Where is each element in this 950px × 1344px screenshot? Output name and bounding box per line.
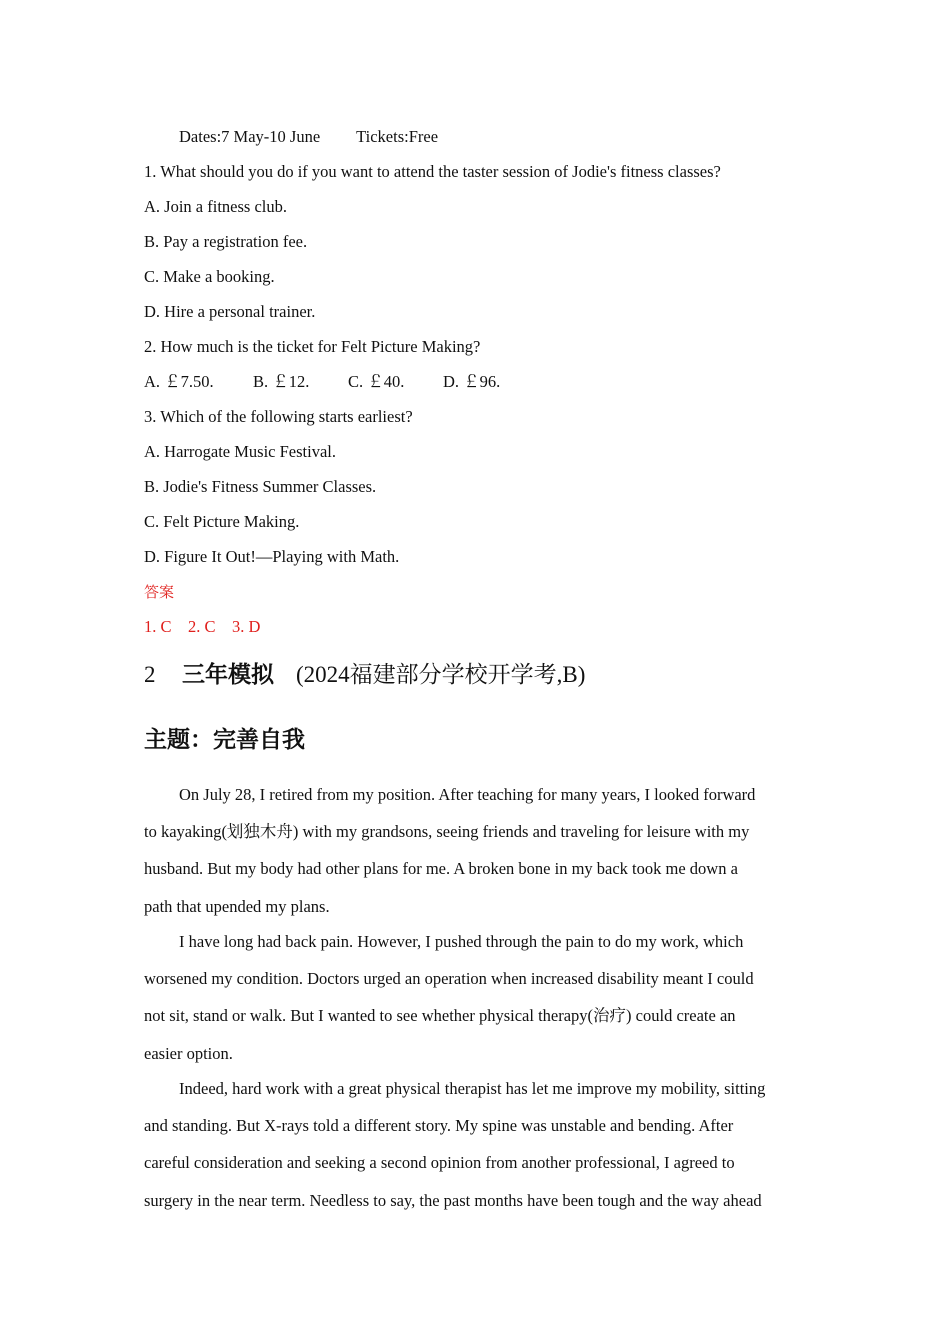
paragraph-line: path that upended my plans. xyxy=(144,896,330,916)
question-3-option-d: D. Figure It Out!—Playing with Math. xyxy=(144,547,400,566)
paragraph-line: On July 28, I retired from my position. After teaching for many years, I looked forward xyxy=(179,785,756,804)
paragraph-line: I have long had back pain. However, I pushed through the pain to do my work, which xyxy=(179,932,744,951)
passage-paragraph-2 xyxy=(144,923,812,1072)
passage-paragraph-3 xyxy=(144,1070,812,1219)
question-2-options xyxy=(144,371,500,393)
paragraph-line: and standing. But X-rays told a different story. My spine was unstable and bending. After xyxy=(144,1116,734,1136)
question-2-option-a: A. ￡7.50. xyxy=(144,372,214,391)
section-title: 三年模拟 xyxy=(182,662,274,688)
passage-paragraph-1 xyxy=(144,776,812,925)
paragraph-line: to kayaking(划独木舟) with my grandsons, seeing friends and traveling for leisure with my xyxy=(144,822,750,842)
question-2-stem: 2. How much is the ticket for Felt Picture Making? xyxy=(144,337,481,356)
question-1-option-d: D. Hire a personal trainer. xyxy=(144,302,316,321)
question-1-stem: 1. What should you do if you want to attend the taster session of Jodie's fitness classes? xyxy=(144,162,721,181)
event-tickets: Tickets:Free xyxy=(356,127,439,146)
paragraph-line: not sit, stand or walk. But I wanted to see whether physical therapy(治疗) could create an xyxy=(144,1006,736,1026)
paragraph-line: husband. But my body had other plans for me. A broken bone in my back took me down a xyxy=(144,859,738,879)
paragraph-line: easier option. xyxy=(144,1043,233,1063)
question-3-stem: 3. Which of the following starts earliest? xyxy=(144,407,413,426)
paragraph-line: careful consideration and seeking a second opinion from another professional, I agreed to xyxy=(144,1153,735,1173)
question-2-option-d: D. ￡96. xyxy=(443,372,501,391)
question-3-option-a: A. Harrogate Music Festival. xyxy=(144,442,336,461)
question-3-option-c: C. Felt Picture Making. xyxy=(144,512,300,531)
question-2-option-c: C. ￡40. xyxy=(348,372,405,391)
answer-text: 1. C 2. C 3. D xyxy=(144,617,261,636)
section-heading xyxy=(144,660,585,690)
question-1-option-a: A. Join a fitness club. xyxy=(144,197,287,216)
paragraph-line: Indeed, hard work with a great physical therapist has let me improve my mobility, sitting xyxy=(179,1079,766,1098)
question-1-option-b: B. Pay a registration fee. xyxy=(144,232,308,251)
question-2-option-b: B. ￡12. xyxy=(253,372,310,391)
question-1-option-c: C. Make a booking. xyxy=(144,267,275,286)
answer-heading: 答案 xyxy=(144,583,175,601)
topic-heading: 主题：完善自我 xyxy=(144,727,305,753)
question-3-option-b: B. Jodie's Fitness Summer Classes. xyxy=(144,477,377,496)
event-info-line xyxy=(144,126,438,148)
event-dates: Dates:7 May-10 June xyxy=(179,127,321,146)
paragraph-line: worsened my condition. Doctors urged an operation when increased disability meant I could xyxy=(144,969,754,989)
section-number: 2 xyxy=(144,662,156,687)
paragraph-line: surgery in the near term. Needless to say, the past months have been tough and the way ahead xyxy=(144,1190,762,1210)
section-source: (2024福建部分学校开学考,B) xyxy=(296,662,586,687)
